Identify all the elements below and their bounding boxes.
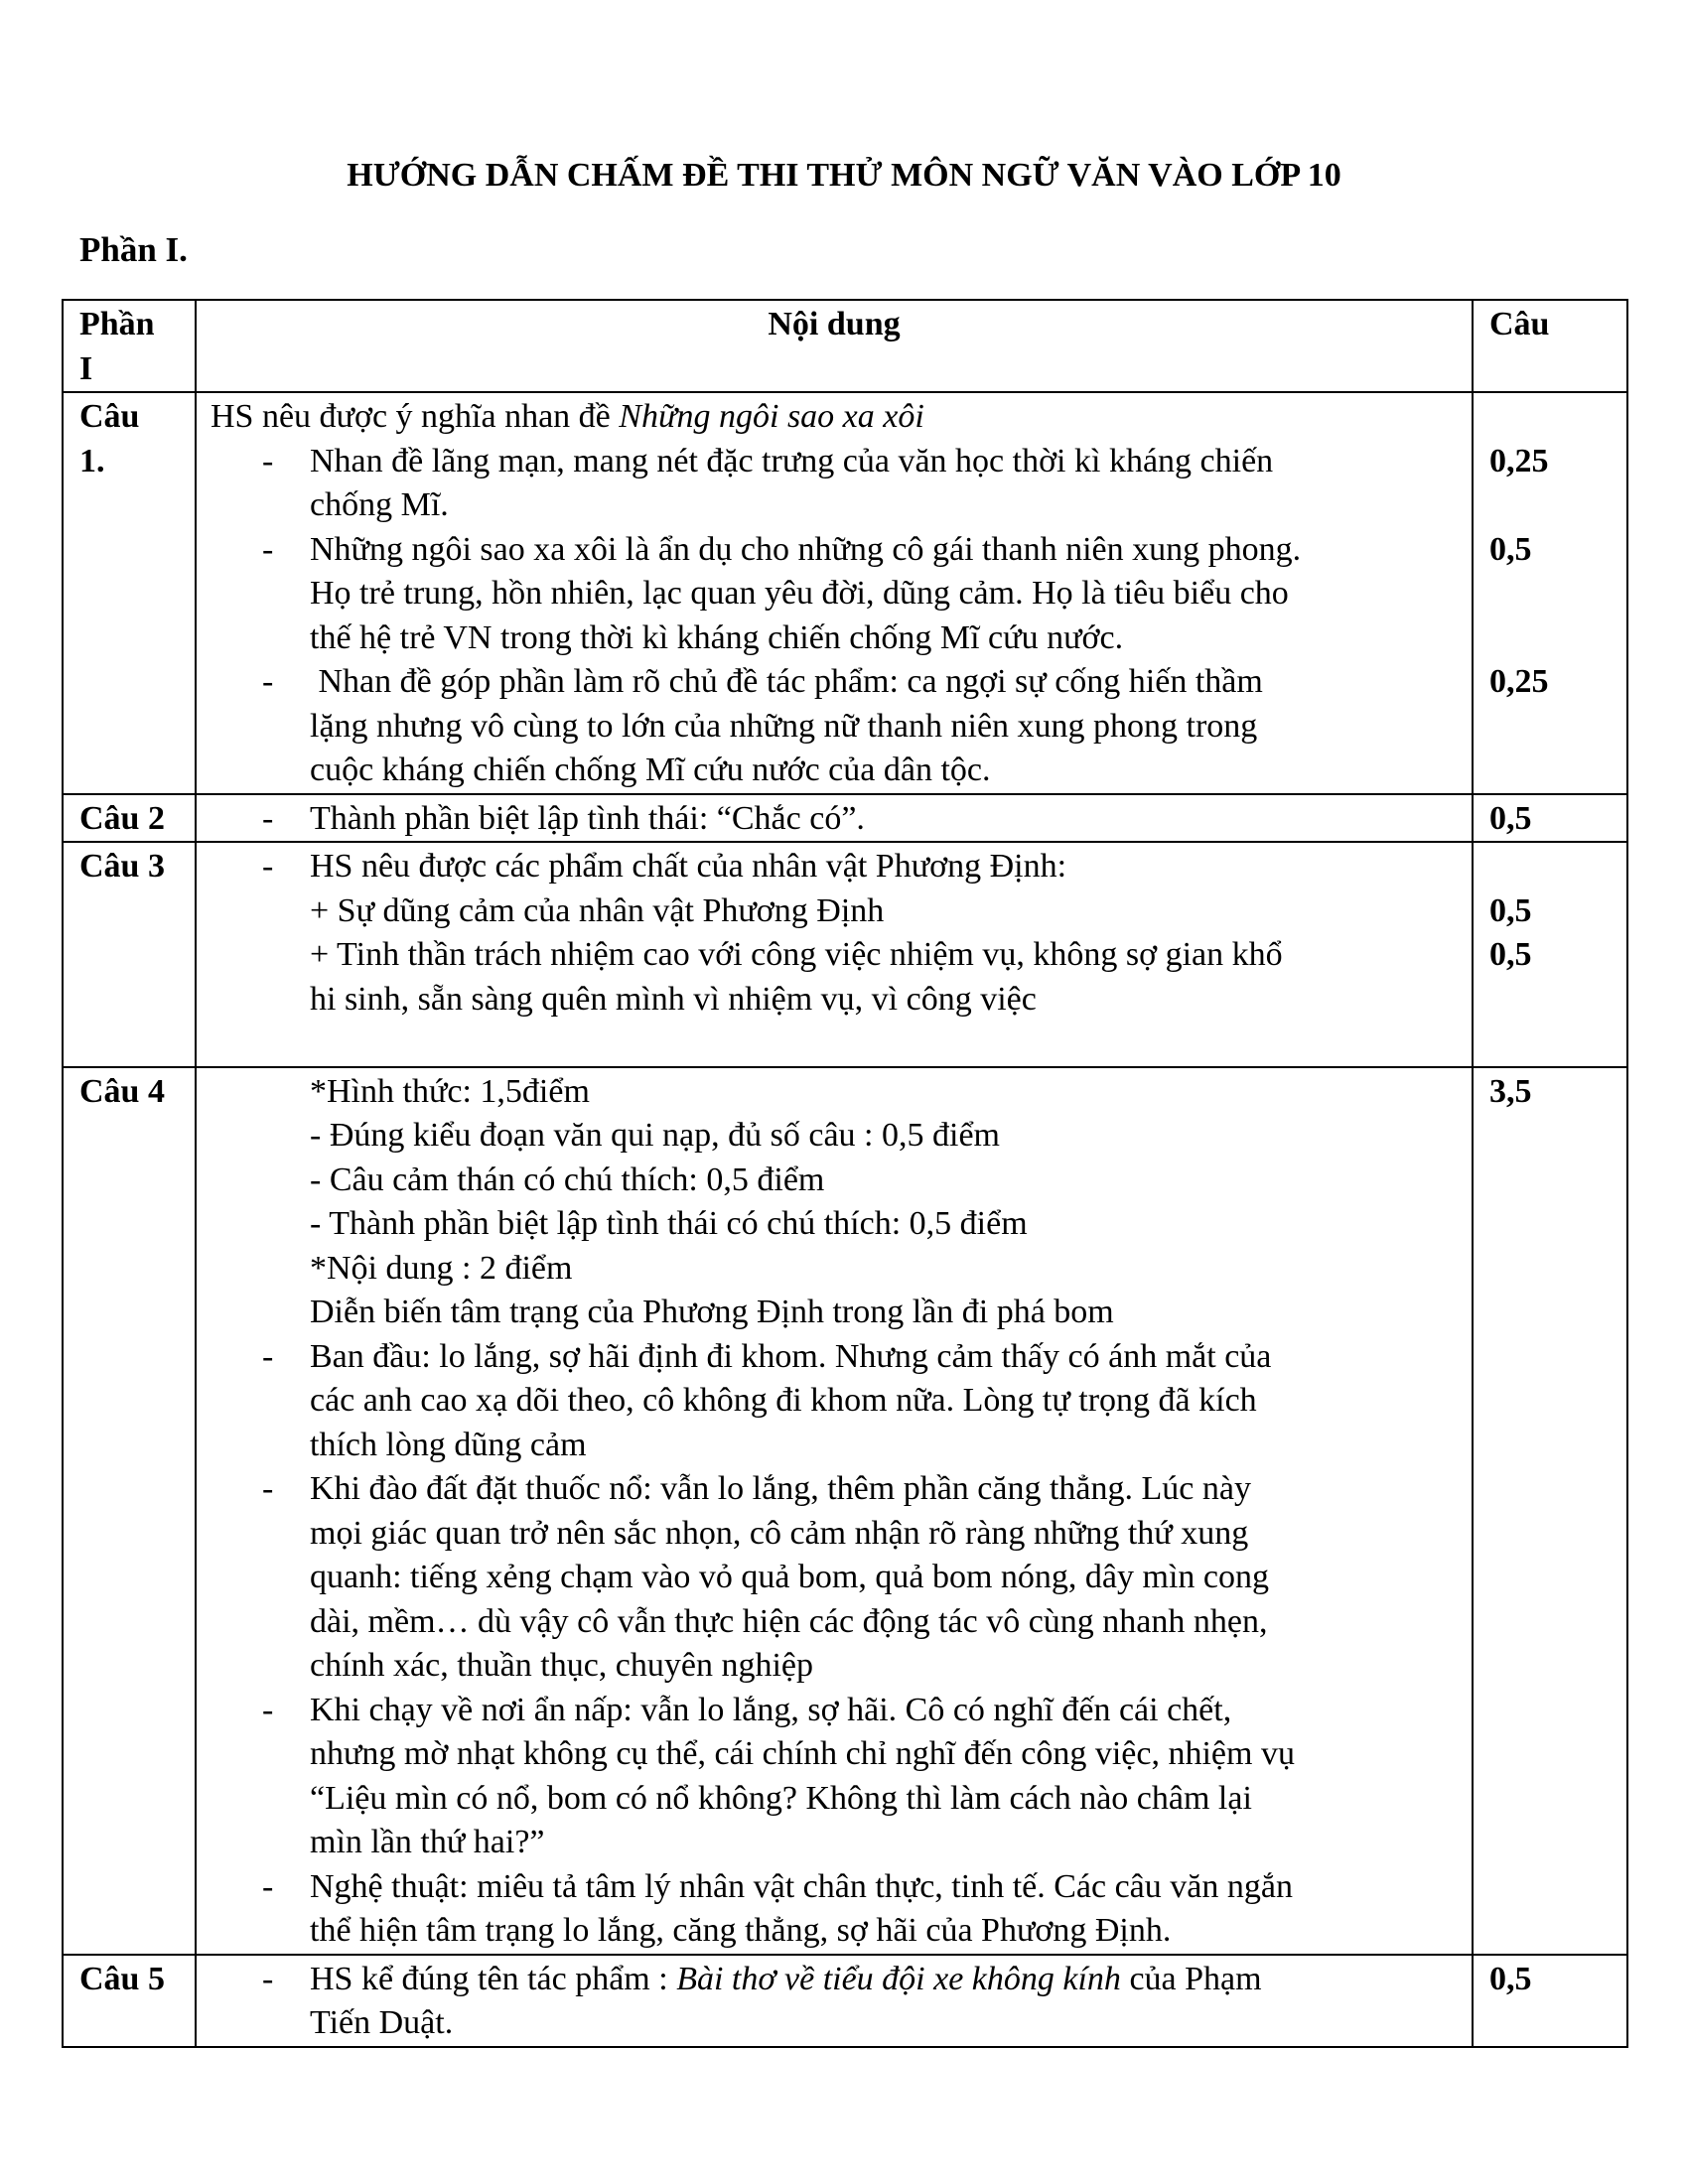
grading-table [62, 299, 1628, 2048]
q4-form-item-3: - Thành phần biệt lập tình thái có chú thích: 0,5 điểm [310, 1205, 1028, 1242]
q5-b1-title: Bài thơ về tiểu đội xe không kính [676, 1960, 1121, 1997]
q3-score-cell [1473, 842, 1627, 1067]
q5-score-cell: 0,5 [1473, 1955, 1627, 2047]
table-row-q5 [63, 1955, 1627, 2047]
q5-b1-pre: HS kể đúng tên tác phẩm : [310, 1960, 677, 1997]
table-row-q4 [63, 1067, 1627, 1955]
q1-content-cell [196, 392, 1473, 794]
table-row-q2 [63, 794, 1627, 843]
q4-form-heading: *Hình thức: 1,5điểm [310, 1072, 590, 1110]
q4-b3-line1: - Khi chạy về nơi ẩn nấp: vẫn lo lắng, sợ hãi. Cô có nghĩ đến cái chết, [310, 1691, 1232, 1728]
q1-label-cell [63, 392, 196, 794]
q4-content-heading: *Nội dung : 2 điểm [310, 1249, 573, 1287]
q3-content-cell [196, 842, 1473, 1067]
q1-bullet-3 [211, 660, 1464, 793]
q1-score-spacer-4 [1489, 616, 1626, 661]
q3-point-2-line2: hi sinh, sẵn sàng quên mình vì nhiệm vụ, vì công việc [310, 980, 1037, 1018]
q4-bullet-1 [211, 1335, 1464, 1468]
q1-b3-line1: - Nhan đề góp phần làm rõ chủ đề tác phẩm: ca ngợi sự cống hiến thầm [310, 663, 1263, 700]
q4-b3-line2: nhưng mờ nhạt không cụ thể, cái chính chỉ nghĩ đến công việc, nhiệm vụ [310, 1735, 1295, 1772]
q4-b2-line1: - Khi đào đất đặt thuốc nổ: vẫn lo lắng, thêm phần căng thẳng. Lúc này [310, 1470, 1251, 1507]
q1-b2-line3: thế hệ trẻ VN trong thời kì kháng chiến chống Mĩ cứu nước. [310, 618, 1124, 656]
q5-b1-line1 [310, 1958, 1464, 2002]
part-heading: Phần I. [79, 230, 188, 269]
q5-label-cell: Câu 5 [63, 1955, 196, 2047]
q4-content-cell [196, 1067, 1473, 1955]
q1-intro [211, 395, 1464, 440]
q4-b1-line3: thích lòng dũng cảm [310, 1426, 587, 1463]
q2-bullet-1 [211, 797, 1464, 842]
q2-b1-line1: - Thành phần biệt lập tình thái: “Chắc có”. [310, 799, 865, 837]
q1-b2-line1: - Những ngôi sao xa xôi là ẩn dụ cho những cô gái thanh niên xung phong. [310, 530, 1302, 568]
q4-b2-line2: mọi giác quan trở nên sắc nhọn, cô cảm nhận rõ ràng những thứ xung [310, 1514, 1249, 1552]
q1-score-spacer [1489, 395, 1626, 440]
q4-bullet-3 [211, 1689, 1464, 1865]
q2-content-cell [196, 794, 1473, 843]
q1-b3-line3: cuộc kháng chiến chống Mĩ cứu nước của dân tộc. [310, 751, 991, 788]
q3-bullet-1 [211, 845, 1464, 889]
q5-bullet-1 [211, 1958, 1464, 2046]
q1-score-3: 0,25 [1489, 663, 1549, 700]
header-content-cell: Nội dung [196, 300, 1473, 392]
q1-bullet-2 [211, 528, 1464, 661]
q3-score-spacer [1489, 845, 1626, 889]
q4-b2-line4: dài, mềm… dù vậy cô vẫn thực hiện các động tác vô cùng nhanh nhẹn, [310, 1602, 1268, 1640]
q4-b3-line4: mìn lần thứ hai?” [310, 1824, 545, 1860]
q1-b1-line1: - Nhan đề lãng mạn, mang nét đặc trưng của văn học thời kì kháng chiến [310, 442, 1274, 479]
q4-score-cell: 3,5 [1473, 1067, 1627, 1955]
q2-label-cell: Câu 2 [63, 794, 196, 843]
q4-label-cell: Câu 4 [63, 1067, 196, 1955]
q4-b1-line1: - Ban đầu: lo lắng, sợ hãi định đi khom. Nhưng cảm thấy có ánh mắt của [310, 1337, 1272, 1375]
q1-score-2: 0,5 [1489, 530, 1532, 568]
q4-bullet-2 [211, 1467, 1464, 1689]
q1-bullet-1 [211, 440, 1464, 528]
q4-b1-line2: các anh cao xạ dõi theo, cô không đi khom nữa. Lòng tự trọng đã kích [310, 1382, 1257, 1419]
q5-b1-post: của Phạm [1120, 1960, 1262, 1997]
q3-label-cell: Câu 3 [63, 842, 196, 1067]
q1-label-line2: 1. [79, 442, 105, 479]
q4-b4-line1: - Nghệ thuật: miêu tả tâm lý nhân vật chân thực, tinh tế. Các câu văn ngắn [310, 1867, 1293, 1905]
q4-b3-line3: “Liệu mìn có nổ, bom có nổ không? Không thì làm cách nào châm lại [310, 1779, 1252, 1817]
table-row-q1 [63, 392, 1627, 794]
header-part-cell [63, 300, 196, 392]
q3-b1-line1: - HS nêu được các phẩm chất của nhân vật Phương Định: [310, 848, 1067, 885]
q1-b2-line2: Họ trẻ trung, hồn nhiên, lạc quan yêu đời, dũng cảm. Họ là tiêu biểu cho [310, 575, 1289, 612]
q3-point-1: + Sự dũng cảm của nhân vật Phương Định [310, 891, 885, 929]
q1-score-1: 0,25 [1489, 442, 1549, 479]
header-question-cell: Câu [1473, 300, 1627, 392]
page-title: HƯỚNG DẪN CHẤM ĐỀ THI THỬ MÔN NGỮ VĂN VÀO LỚP 10 [347, 157, 1341, 194]
q4-b2-line3: quanh: tiếng xẻng chạm vào vỏ quả bom, quả bom nóng, dây mìn cong [310, 1559, 1269, 1595]
q4-form-item-2: - Câu cảm thán có chú thích: 0,5 điểm [310, 1160, 825, 1198]
q4-content-intro: Diễn biến tâm trạng của Phương Định trong lần đi phá bom [310, 1294, 1114, 1330]
q4-b2-line5: chính xác, thuần thục, chuyên nghiệp [310, 1647, 814, 1684]
q4-bullet-4 [211, 1865, 1464, 1954]
header-part-line2: I [79, 349, 93, 387]
q1-b1-line2: chống Mĩ. [310, 486, 449, 523]
q4-b4-line2: thể hiện tâm trạng lo lắng, căng thẳng, sợ hãi của Phương Định. [310, 1912, 1172, 1949]
header-part-line1: Phần [79, 306, 155, 342]
table-row-q3 [63, 842, 1627, 1067]
q3-bottom-gap [211, 1022, 1464, 1066]
q3-score-1: 0,5 [1489, 891, 1532, 929]
q3-point-2-line1: + Tinh thần trách nhiệm cao với công việc nhiệm vụ, không sợ gian khổ [310, 936, 1283, 973]
q1-intro-text: HS nêu được ý nghĩa nhan đề [211, 398, 620, 435]
q1-score-spacer-2 [1489, 483, 1626, 528]
q1-label-line1: Câu [79, 398, 140, 435]
q1-b3-line2: lặng nhưng vô cùng to lớn của những nữ thanh niên xung phong trong [310, 707, 1258, 745]
q1-score-spacer-3 [1489, 572, 1626, 616]
q3-score-2: 0,5 [1489, 936, 1532, 973]
q5-b1-line2: Tiến Duật. [310, 2004, 454, 2041]
q2-score-cell: 0,5 [1473, 794, 1627, 843]
q4-form-item-1: - Đúng kiểu đoạn văn qui nạp, đủ số câu : 0,5 điểm [310, 1117, 1000, 1154]
q1-intro-title: Những ngôi sao xa xôi [619, 398, 924, 435]
q1-score-cell [1473, 392, 1627, 794]
table-header-row [63, 300, 1627, 392]
q5-content-cell [196, 1955, 1473, 2047]
